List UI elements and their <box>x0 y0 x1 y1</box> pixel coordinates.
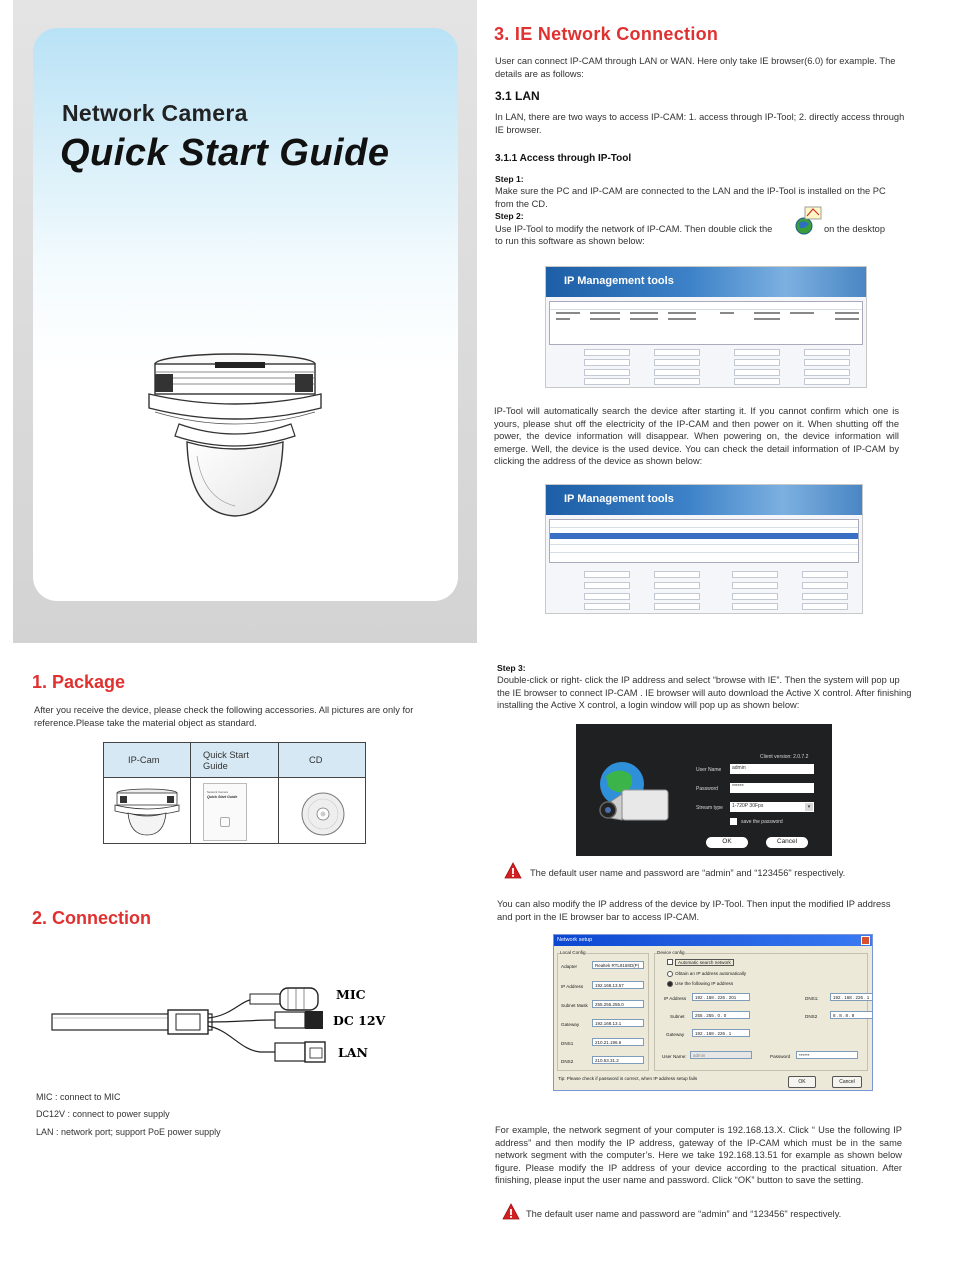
booklet-mini-title: Quick Start Guide <box>207 795 238 799</box>
network-setup-ok-button[interactable]: OK <box>788 1076 816 1088</box>
client-version: Client version: 2.0.7.2 <box>760 754 809 760</box>
note-mic: MIC : connect to MIC <box>36 1092 121 1102</box>
note-dc12v: DC12V : connect to power supply <box>36 1109 170 1119</box>
local-value-dns1: 210.21.196.6 <box>592 1038 644 1046</box>
ipcam-thumbnail <box>112 787 182 837</box>
warning-default-credentials-2: The default user name and password are “admin” and “123456" respectively. <box>526 1209 842 1219</box>
local-config-label: Local Config <box>560 950 586 955</box>
login-window <box>576 724 832 856</box>
dns2-label: DNS2 <box>805 1014 818 1019</box>
login-cancel-button[interactable]: Cancel <box>766 837 808 848</box>
cable-label-lan: LAN <box>338 1045 368 1060</box>
auto-search-label[interactable]: Automatic search network <box>675 959 734 966</box>
iptool-device-list-2[interactable] <box>549 519 859 563</box>
guide-booklet-thumbnail <box>203 783 247 841</box>
local-value-subnet: 255.255.255.0 <box>592 1000 644 1008</box>
save-password-checkbox[interactable] <box>730 818 737 825</box>
device-username-input[interactable]: admin <box>690 1051 752 1059</box>
local-label-adapter: Adapter <box>561 964 578 969</box>
login-username-input[interactable]: admin <box>730 764 814 774</box>
ip-address-label: IP Address <box>664 996 687 1001</box>
connection-heading: 2. Connection <box>32 908 152 928</box>
local-value-ip: 192.168.13.57 <box>592 981 644 989</box>
modify-ip-text: You can also modify the IP address of the device by IP-Tool. Then input the modified IP address and port in the IE browser bar to access IP-CAM. <box>497 899 891 922</box>
lan-heading: 3.1 LAN <box>495 89 540 103</box>
step2-text-c: to run this software as shown below: <box>495 236 645 246</box>
iptool-window-2 <box>545 484 863 614</box>
network-setup-titlebar <box>554 935 872 946</box>
lan-text: In LAN, there are two ways to access IP-CAM: 1. access through IP-Tool; 2. directly access through IE browser. <box>495 112 905 135</box>
dns2-input[interactable]: 8 . 8 . 8 . 8 <box>830 1011 873 1019</box>
auto-search-checkbox[interactable] <box>667 959 673 965</box>
device-password-input[interactable]: ****** <box>796 1051 858 1059</box>
gateway-input[interactable]: 192 . 168 . 226 . 1 <box>692 1029 750 1037</box>
ie-intro: User can connect IP-CAM through LAN or WAN. Here only take IE browser(6.0) for example. The details are as follows: <box>495 56 896 79</box>
package-col-guide: Quick Start Guide <box>203 749 249 771</box>
local-label-gateway: Gateway <box>561 1022 580 1027</box>
iptool-banner-1 <box>546 267 866 297</box>
warning-default-credentials-1: The default user name and password are “admin” and “123456" respectively. <box>530 868 846 878</box>
step1-text: Make sure the PC and IP-CAM are connected to the LAN and the IP-Tool is installed on the PC from the CD. <box>495 186 886 209</box>
selected-device-row[interactable] <box>550 533 858 539</box>
login-ok-button[interactable]: OK <box>706 837 748 848</box>
network-setup-tip: Tip: Please check if password is correct, when IP address setup fails <box>558 1076 698 1081</box>
step3-label: Step 3: <box>497 663 526 673</box>
example-text: For example, the network segment of your computer is 192.168.13.X. Click “ Use the following IP address” and then modify the IP address, gateway of the IP-CAM which must be in the same network segment with the computer’s. Here we take 192.168.13.51 for example as shown below figure. Please modify the IP address of your device according to the practical situation. After finishing, please input the user name and password. Click “OK” button to save the setting. <box>495 1125 902 1186</box>
booklet-mini-subtitle: Network Camera <box>207 790 228 794</box>
ie-heading: 3. IE Network Connection <box>494 24 719 44</box>
iptool-banner-2 <box>546 485 862 515</box>
warning-icon <box>504 862 522 880</box>
package-intro: After you receive the device, please check the following accessories. All pictures are only for reference.Please take the material object as standard. <box>34 705 414 728</box>
cable-label-dc12v: DC 12V <box>333 1013 386 1028</box>
gateway-label: Gateway <box>666 1032 685 1037</box>
use-following-radio[interactable] <box>667 981 673 987</box>
network-setup-window <box>553 934 873 1091</box>
use-following-label: Use the following IP address <box>675 981 734 986</box>
step2-text-a: Use IP-Tool to modify the network of IP-CAM. Then double click the <box>495 224 773 234</box>
device-username-label: User Name: <box>662 1054 687 1059</box>
note-lan: LAN : network port; support PoE power supply <box>36 1127 221 1137</box>
iptool-banner-title-1: IP Management tools <box>564 275 674 287</box>
dns1-label: DNS1: <box>805 996 819 1001</box>
package-table <box>103 742 366 844</box>
iptool-banner-title-2: IP Management tools <box>564 493 674 505</box>
iptool-desktop-icon[interactable] <box>793 205 825 235</box>
save-password-label: save the password <box>741 819 783 825</box>
dome-camera-image <box>145 352 325 522</box>
iptool-window-1 <box>545 266 867 388</box>
package-col-ipcam: IP-Cam <box>128 755 160 765</box>
step3-text: Double-click or right- click the IP address and select “browse with IE”. Then the system will pop up the IE browser to connect IP-CAM . IE browser will auto download the Active X control. After finishing installing the Active X control, a login window will pop up as shown below: <box>497 675 912 711</box>
local-value-dns2: 210.53.31.2 <box>592 1056 644 1064</box>
warning-icon <box>502 1203 520 1221</box>
package-col-cd: CD <box>309 755 323 765</box>
ip-address-input[interactable]: 192 . 168 . 226 . 201 <box>692 993 750 1001</box>
local-label-subnet: Subnet Mask <box>561 1003 588 1008</box>
login-password-input[interactable]: ****** <box>730 783 814 793</box>
subnet-input[interactable]: 255 . 255 . 0 . 0 <box>692 1011 750 1019</box>
close-icon[interactable] <box>861 936 870 945</box>
login-stream-select[interactable]: 1-720P 30Fps <box>730 802 814 812</box>
cable-diagram <box>50 980 380 1065</box>
dns1-input[interactable]: 192 . 168 . 226 . 1 <box>830 993 873 1001</box>
step2-text-b: on the desktop <box>824 224 885 234</box>
cd-icon <box>300 791 346 837</box>
cover-subtitle: Network Camera <box>62 100 248 126</box>
iptool-device-list-1[interactable] <box>549 301 863 345</box>
step1-label: Step 1: <box>495 174 524 184</box>
obtain-auto-radio[interactable] <box>667 971 673 977</box>
iptool-paragraph: IP-Tool will automatically search the device after starting it. If you cannot confirm which one is yours, please shut off the electricity of the IP-CAM and then power on it. When shutting off the power, the device information will disappear. When powering on, the device information will emerge. Well, the device is the used device. You can check the detail information of IP-CAM by clicking the address of the device as shown below: <box>494 406 899 467</box>
network-setup-title: Network setup <box>557 937 593 943</box>
cable-label-mic: MIC <box>336 987 366 1002</box>
device-config-label: Device config <box>657 950 685 955</box>
network-setup-cancel-button[interactable]: Cancel <box>832 1076 862 1088</box>
package-heading: 1. Package <box>32 672 126 692</box>
iptool-subheading: 3.1.1 Access through IP-Tool <box>495 153 632 164</box>
camera-globe-icon <box>592 754 682 844</box>
local-value-gateway: 192.168.13.1 <box>592 1019 644 1027</box>
local-config-group <box>557 953 649 1071</box>
login-user-label: User Name <box>696 767 722 773</box>
local-label-dns1: DNS1 <box>561 1041 574 1046</box>
chevron-down-icon[interactable]: ▾ <box>805 803 813 811</box>
local-value-adapter: Realtek RTL8168D(P) <box>592 961 644 969</box>
local-label-ip: IP Address <box>561 984 584 989</box>
device-password-label: Password <box>770 1054 791 1059</box>
subnet-label: Subnet <box>670 1014 685 1019</box>
obtain-auto-label: Obtain an IP address automatically <box>675 971 747 976</box>
login-stream-label: Stream type <box>696 805 723 811</box>
cover-title: Quick Start Guide <box>60 132 390 174</box>
step2-label: Step 2: <box>495 211 524 221</box>
local-label-dns2: DNS2 <box>561 1059 574 1064</box>
login-password-label: Password <box>696 786 718 792</box>
